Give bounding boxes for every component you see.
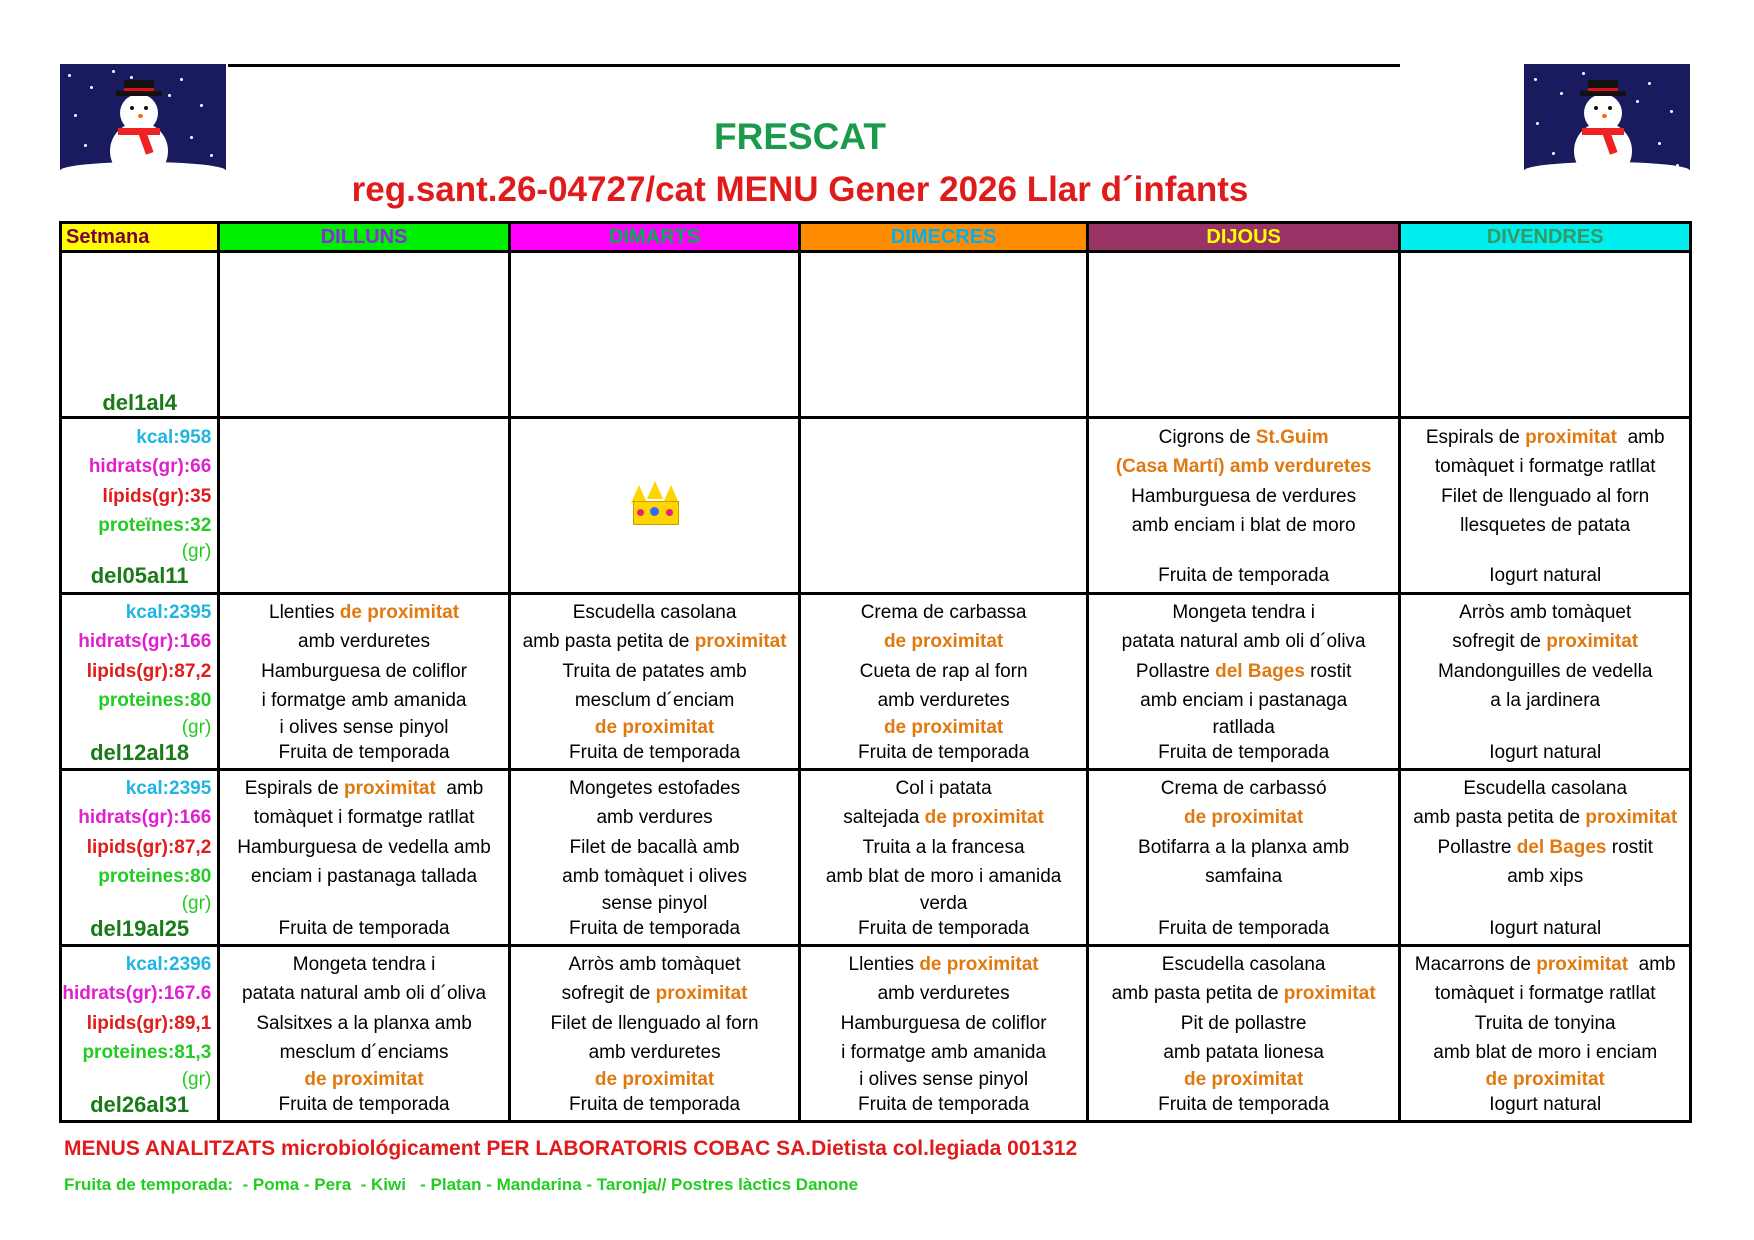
menu-cell [800, 418, 1088, 594]
proteines-value: proteines:80 [98, 866, 212, 887]
dish-line: amb pasta petita de proximitat [1413, 807, 1678, 828]
dish-line: amb verduretes [298, 631, 431, 652]
dish-line: Espirals de proximitat amb [244, 777, 484, 799]
dish-line: sense pinyol [601, 892, 708, 914]
dish-line: tomàquet i formatge ratllat [1434, 456, 1656, 477]
dish-line: amb pasta petita de proximitat [522, 631, 787, 652]
dish-line: Arròs amb tomàquet [1459, 601, 1632, 623]
menu-cell [1087, 770, 1400, 946]
menu-cell [1400, 252, 1691, 418]
dessert-line: Fruita de temporada [858, 741, 1030, 763]
page-title: reg.sant.26-04727/cat MENU Gener 2026 Llar d´infants [351, 170, 1249, 209]
dish-line: Escudella casolana [1161, 953, 1326, 975]
dish-line: amb verduretes [877, 983, 1010, 1004]
top-rule [228, 64, 1400, 67]
dish-line: Truita de tonyina [1474, 1012, 1616, 1034]
menu-cell [219, 594, 510, 770]
menu-cell [1087, 418, 1400, 594]
dish-line: saltejada de proximitat [843, 807, 1044, 828]
dish-line: amb enciam i blat de moro [1131, 515, 1356, 536]
table-row [61, 418, 1691, 594]
gr-unit: (gr) [181, 892, 212, 914]
footer-lab-note: MENUS ANALITZATS microbiológicament PER LABORATORIS COBAC SA.Dietista col.legiada 001312 [64, 1137, 1078, 1160]
menu-table [59, 221, 1692, 1123]
menu-cell [509, 418, 800, 594]
dish-line: Crema de carbassó [1160, 777, 1327, 799]
dish-line: mesclum d´enciam [574, 690, 735, 711]
header-tuesday: DIMARTS [509, 223, 800, 252]
week-range: del12al18 [90, 739, 190, 765]
dish-line: Pollastre del Bages rostit [1135, 660, 1352, 682]
table-row [61, 252, 1691, 418]
dessert-line: Fruita de temporada [569, 741, 741, 763]
menu-cell [1400, 594, 1691, 770]
table-row [61, 594, 1691, 770]
dish-line: ratllada [1212, 716, 1275, 738]
dish-line: mesclum d´enciams [279, 1042, 449, 1063]
hidrats-value: hidrats(gr):66 [88, 456, 212, 477]
dish-line: Hamburguesa de verdures [1131, 485, 1357, 507]
header-wednesday: DIMECRES [800, 223, 1088, 252]
dish-line: de proximitat [594, 716, 715, 738]
dessert-line: Fruita de temporada [278, 741, 450, 763]
kcal-value: kcal:958 [136, 426, 212, 448]
kcal-value: kcal:2395 [125, 601, 212, 623]
dish-line: i olives sense pinyol [279, 716, 449, 738]
menu-cell [1400, 770, 1691, 946]
menu-cell [800, 594, 1088, 770]
dessert-line: Iogurt natural [1489, 741, 1602, 763]
dish-line: Cueta de rap al forn [859, 660, 1028, 682]
dish-line: Pit de pollastre [1180, 1012, 1307, 1034]
dish-line: Filet de llenguado al forn [550, 1012, 759, 1034]
menu-cell [219, 770, 510, 946]
dish-line: sofregit de proximitat [1452, 631, 1639, 652]
menu-cell [1087, 594, 1400, 770]
dish-line: i formatge amb amanida [841, 1042, 1047, 1063]
dish-line: Espirals de proximitat amb [1425, 426, 1665, 448]
dish-line: sofregit de proximitat [561, 983, 748, 1004]
dish-line: Mongetes estofades [569, 777, 741, 799]
dish-line: Cigrons de St.Guim [1158, 426, 1329, 448]
header-friday: DIVENDRES [1400, 223, 1691, 252]
gr-unit: (gr) [181, 540, 212, 562]
week-cell [61, 946, 219, 1122]
dish-line: i olives sense pinyol [859, 1068, 1029, 1090]
dish-line: de proximitat [883, 631, 1004, 652]
proteines-value: proteïnes:32 [98, 515, 212, 536]
dish-line: de proximitat [1485, 1068, 1605, 1090]
menu-cell [219, 252, 510, 418]
week-cell [61, 252, 219, 418]
dish-line: Arròs amb tomàquet [568, 953, 741, 975]
dessert-line: Iogurt natural [1489, 917, 1602, 939]
dish-line: de proximitat [1183, 807, 1304, 828]
week-cell [61, 418, 219, 594]
dish-line: amb verduretes [877, 690, 1010, 711]
menu-cell [1400, 418, 1691, 594]
lipids-value: lipids(gr):87,2 [86, 836, 212, 858]
table-row [61, 946, 1691, 1122]
dish-line: tomàquet i formatge ratllat [1434, 983, 1656, 1004]
dish-line: amb verdures [596, 807, 713, 828]
dish-line: patata natural amb oli d´oliva [1121, 631, 1366, 652]
dish-line: Botifarra a la planxa amb [1138, 836, 1350, 858]
week-range: del19al25 [90, 915, 190, 941]
dessert-line: Fruita de temporada [1158, 741, 1330, 763]
dish-line: llesquetes de patata [1460, 515, 1631, 536]
header-row [61, 223, 1691, 252]
dish-line: patata natural amb oli d´oliva [242, 983, 487, 1004]
menu-cell [1400, 946, 1691, 1122]
dish-line: Hamburguesa de vedella amb [237, 836, 491, 858]
dish-line: Crema de carbassa [860, 601, 1027, 623]
dish-line: Hamburguesa de coliflor [840, 1012, 1047, 1034]
proteines-value: proteines:81,3 [82, 1042, 212, 1063]
dessert-line: Fruita de temporada [278, 917, 450, 939]
dish-line: Mandonguilles de vedella [1437, 660, 1653, 682]
dish-line: enciam i pastanaga tallada [251, 866, 478, 887]
menu-cell [509, 252, 800, 418]
week-range: del26al31 [90, 1091, 190, 1117]
dish-line: amb blat de moro i amanida [825, 866, 1062, 887]
dish-line: (Casa Martí) amb verduretes [1115, 456, 1372, 477]
gr-unit: (gr) [181, 716, 212, 738]
lipids-value: lipids(gr):89,1 [86, 1012, 212, 1034]
dish-line: Escudella casolana [1463, 777, 1628, 799]
dish-line: Salsitxes a la planxa amb [256, 1012, 472, 1034]
kcal-value: kcal:2396 [125, 953, 212, 975]
week-range: del1al4 [102, 390, 177, 415]
dish-line: amb xips [1507, 866, 1584, 887]
dish-line: amb blat de moro i enciam [1433, 1042, 1658, 1063]
dessert-line: Fruita de temporada [858, 1093, 1030, 1115]
dish-line: Macarrons de proximitat amb [1414, 953, 1676, 975]
dish-line: Truita a la francesa [862, 836, 1025, 858]
dish-line: samfaina [1205, 866, 1283, 887]
kcal-value: kcal:2395 [125, 777, 212, 799]
dish-line: amb tomàquet i olives [562, 866, 747, 887]
header-monday: DILLUNS [219, 223, 510, 252]
dish-line: de proximitat [594, 1068, 715, 1090]
dish-line: amb pasta petita de proximitat [1111, 983, 1376, 1004]
footer-fruit-note: Fruita de temporada: - Poma - Pera - Kiwi - Platan - Mandarina - Taronja// Postres làctics Danone [64, 1175, 859, 1194]
table-row [61, 770, 1691, 946]
dish-line: Filet de llenguado al forn [1441, 485, 1650, 507]
menu-cell [1087, 252, 1400, 418]
dish-line: Escudella casolana [572, 601, 737, 623]
dessert-line: Fruita de temporada [1158, 917, 1330, 939]
menu-cell [509, 770, 800, 946]
dish-line: a la jardinera [1490, 690, 1601, 711]
header-week: Setmana [61, 223, 219, 252]
dish-line: Filet de bacallà amb [569, 836, 740, 858]
menu-cell [219, 946, 510, 1122]
menu-cell [1087, 946, 1400, 1122]
dish-line: Truita de patates amb [562, 660, 747, 682]
dish-line: Mongeta tendra i [292, 953, 436, 975]
dish-line: de proximitat [304, 1068, 424, 1090]
dish-line: Mongeta tendra i [1172, 601, 1315, 623]
menu-cell [509, 946, 800, 1122]
dessert-line: Fruita de temporada [858, 917, 1030, 939]
dish-line: tomàquet i formatge ratllat [253, 807, 475, 828]
dessert-line: Fruita de temporada [569, 917, 741, 939]
dish-line: amb patata lionesa [1163, 1042, 1324, 1063]
dish-line: i formatge amb amanida [261, 690, 467, 711]
dish-line: de proximitat [1183, 1068, 1304, 1090]
menu-cell [800, 252, 1088, 418]
dish-line: verda [919, 892, 968, 914]
menu-cell [219, 418, 510, 594]
dessert-line: Fruita de temporada [1158, 564, 1330, 586]
lipids-value: lípids(gr):35 [102, 485, 212, 507]
crown-icon [630, 481, 680, 525]
dish-line: Llenties de proximitat [269, 601, 460, 623]
dessert-line: Iogurt natural [1489, 1093, 1602, 1115]
header-thursday: DIJOUS [1087, 223, 1400, 252]
dish-line: Llenties de proximitat [848, 953, 1039, 975]
hidrats-value: hidrats(gr):167.6 [62, 983, 212, 1004]
menu-cell [800, 946, 1088, 1122]
week-cell [61, 594, 219, 770]
proteines-value: proteines:80 [98, 690, 212, 711]
menu-cell [800, 770, 1088, 946]
dessert-line: Fruita de temporada [278, 1093, 450, 1115]
gr-unit: (gr) [181, 1068, 212, 1090]
brand-title: FRESCAT [714, 116, 886, 157]
week-cell [61, 770, 219, 946]
dish-line: amb verduretes [588, 1042, 721, 1063]
hidrats-value: hidrats(gr):166 [78, 631, 212, 652]
lipids-value: lipids(gr):87,2 [86, 660, 212, 682]
dish-line: Pollastre del Bages rostit [1437, 836, 1653, 858]
week-range: del05al11 [90, 562, 189, 588]
dessert-line: Iogurt natural [1489, 564, 1602, 586]
dish-line: Col i patata [895, 777, 992, 799]
menu-cell [509, 594, 800, 770]
dessert-line: Fruita de temporada [1158, 1093, 1330, 1115]
dish-line: de proximitat [883, 716, 1004, 738]
dessert-line: Fruita de temporada [569, 1093, 741, 1115]
hidrats-value: hidrats(gr):166 [78, 807, 212, 828]
dish-line: amb enciam i pastanaga [1140, 690, 1348, 711]
dish-line: Hamburguesa de coliflor [261, 660, 468, 682]
